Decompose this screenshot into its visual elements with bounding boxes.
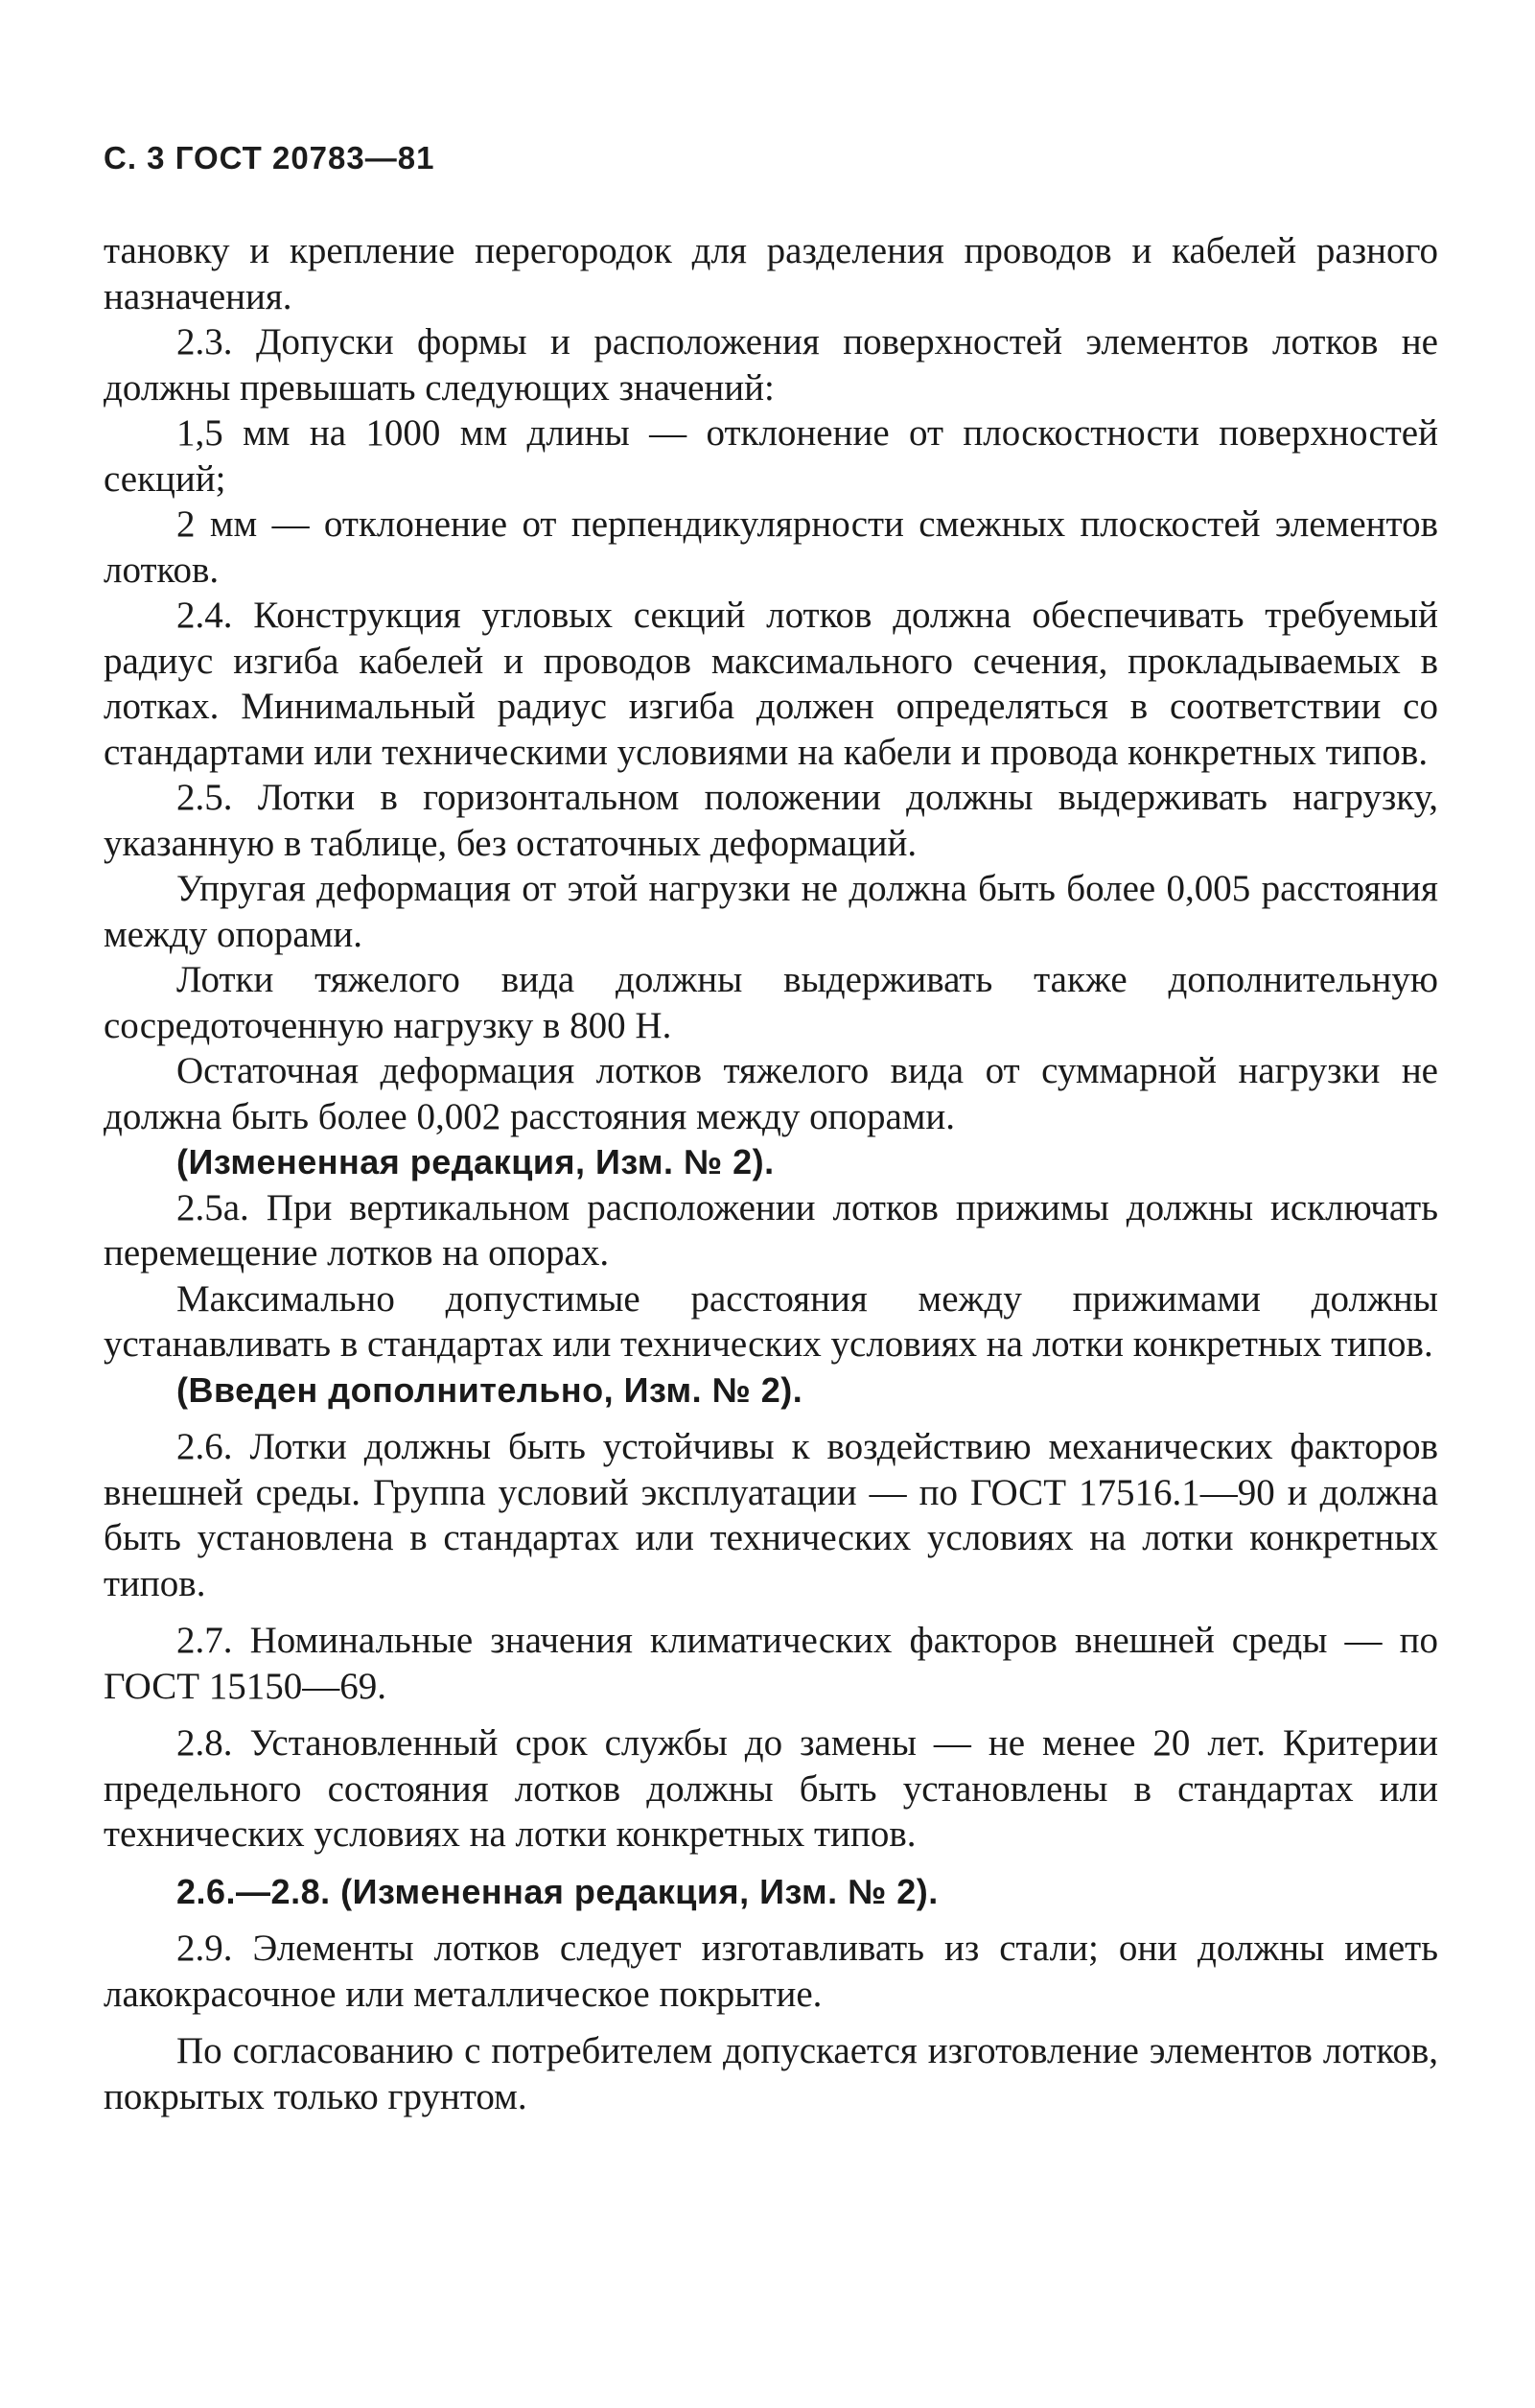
paragraph-continuation: тановку и крепление перегородок для разделения проводов и кабелей разного назначения. bbox=[104, 230, 1438, 317]
page-header: С. 3 ГОСТ 20783—81 bbox=[104, 140, 435, 175]
paragraph-elastic-deformation: Упругая деформация от этой нагрузки не должна быть более 0,005 расстояния между опорами. bbox=[104, 868, 1438, 955]
paragraph-clamp-distance: Максимально допустимые расстояния между прижимами должны устанавливать в стандартах или технических условиях на лотки конкретных типов. bbox=[104, 1277, 1438, 1365]
paragraph-2-9: 2.9. Элементы лотков следует изготавливать из стали; они должны иметь лакокрасочное или металлическое покрытие. bbox=[104, 1928, 1438, 2015]
paragraph-primer-coating: По согласованию с потребителем допускается изготовление элементов лотков, покрытых только грунтом. bbox=[104, 2030, 1438, 2117]
paragraph-2-6: 2.6. Лотки должны быть устойчивы к воздействию механических факторов внешней среды. Группа условий эксплуатации — по ГОСТ 17516.1—90 и должна быть установлена в стандартах или технических условиях на лотки конкретных типов. bbox=[104, 1426, 1438, 1604]
paragraph-2-5: 2.5. Лотки в горизонтальном положении должны выдерживать нагрузку, указанную в таблице, без остаточных деформаций. bbox=[104, 777, 1438, 864]
paragraph-tolerance-flatness: 1,5 мм на 1000 мм длины — отклонение от плоскостности поверхностей секций; bbox=[104, 412, 1438, 500]
amendment-note-2: (Введен дополнительно, Изм. № 2). bbox=[176, 1369, 803, 1410]
paragraph-2-8: 2.8. Установленный срок службы до замены — не менее 20 лет. Критерии предельного состояния лотков должны быть установлены в стандартах или технических условиях на лотки конкретных типов. bbox=[104, 1722, 1438, 1855]
document-body bbox=[104, 228, 1438, 2119]
paragraph-2-4: 2.4. Конструкция угловых секций лотков должна обеспечивать требуемый радиус изгиба кабелей и проводов максимального сечения, прокладываемых в лотках. Минимальный радиус изгиба должен определяться в соответствии со стандартами или техническими условиями на кабели и провода конкретных типов. bbox=[104, 595, 1438, 773]
paragraph-2-3: 2.3. Допуски формы и расположения поверхностей элементов лотков не должны превышать следующих значений: bbox=[104, 321, 1438, 409]
paragraph-heavy-trays-load: Лотки тяжелого вида должны выдерживать также дополнительную сосредоточенную нагрузку в 800 Н. bbox=[104, 959, 1438, 1046]
paragraph-residual-deformation: Остаточная деформация лотков тяжелого вида от суммарной нагрузки не должна быть более 0,002 расстояния между опорами. bbox=[104, 1050, 1438, 1137]
paragraph-2-7: 2.7. Номинальные значения климатических факторов внешней среды — по ГОСТ 15150—69. bbox=[104, 1620, 1438, 1707]
amendment-note-1: (Измененная редакция, Изм. № 2). bbox=[176, 1142, 775, 1181]
amendment-note-3: 2.6.—2.8. (Измененная редакция, Изм. № 2). bbox=[176, 1871, 939, 1911]
paragraph-2-5a: 2.5а. При вертикальном расположении лотков прижимы должны исключать перемещение лотков на опорах. bbox=[104, 1186, 1438, 1274]
paragraph-tolerance-perpendicularity: 2 мм — отклонение от перпендикулярности смежных плоскостей элементов лотков. bbox=[104, 503, 1438, 591]
